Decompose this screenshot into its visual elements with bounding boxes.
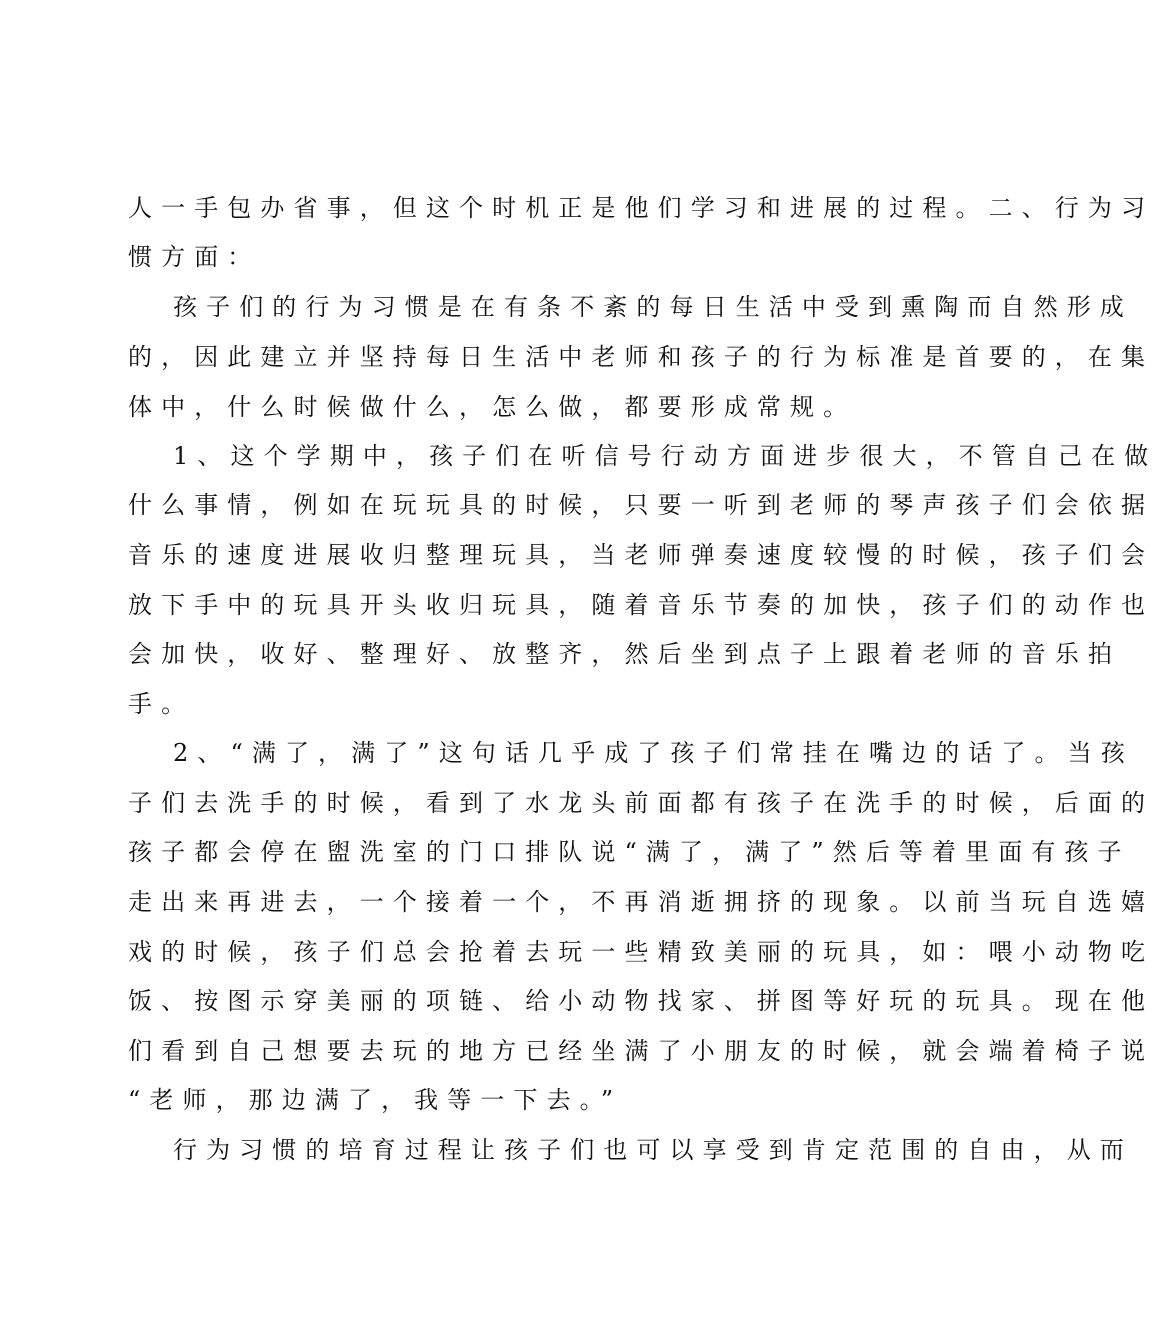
text-line: 行为习惯的培育过程让孩子们也可以享受到肯定范围的自由，从而 xyxy=(173,1136,1133,1164)
text-line: 2、“满了，满了”这句话几乎成了孩子们常挂在嘴边的话了。当孩 xyxy=(173,739,1134,767)
text-line: 孩子们的行为习惯是在有条不紊的每日生活中受到熏陶而自然形成 xyxy=(173,293,1133,321)
text-line: 手。 xyxy=(128,690,195,718)
text-line: 子们去洗手的时候，看到了水龙头前面都有孩子在洗手的时候，后面的 xyxy=(128,789,1155,817)
text-line: 会加快，收好、整理好、放整齐，然后坐到点子上跟着老师的音乐拍 xyxy=(128,640,1121,668)
text-line: 孩子都会停在盥洗室的门口排队说“满了，满了”然后等着里面有孩子 xyxy=(128,838,1131,866)
text-line: 戏的时候，孩子们总会抢着去玩一些精致美丽的玩具，如：喂小动物吃 xyxy=(128,938,1155,966)
text-line: 1、这个学期中，孩子们在听信号行动方面进步很大，不管自己在做 xyxy=(173,442,1157,470)
text-line: 们看到自己想要去玩的地方已经坐满了小朋友的时候，就会端着椅子说 xyxy=(128,1037,1155,1065)
text-line: 放下手中的玩具开头收归玩具，随着音乐节奏的加快，孩子们的动作也 xyxy=(128,591,1155,619)
text-line: 走出来再进去，一个接着一个，不再消逝拥挤的现象。以前当玩自选嬉 xyxy=(128,888,1155,916)
text-line: 惯方面： xyxy=(128,243,261,271)
text-line: “老师，那边满了，我等一下去。” xyxy=(128,1086,623,1114)
text-line: 的，因此建立并坚持每日生活中老师和孩子的行为标准是首要的，在集 xyxy=(128,343,1155,371)
text-line: 饭、按图示穿美丽的项链、给小动物找家、拼图等好玩的玩具。现在他 xyxy=(128,987,1155,1015)
text-line: 人一手包办省事，但这个时机正是他们学习和进展的过程。二、行为习 xyxy=(128,194,1155,222)
text-line: 什么事情，例如在玩玩具的时候，只要一听到老师的琴声孩子们会依据 xyxy=(128,491,1155,519)
text-line: 体中，什么时候做什么，怎么做，都要形成常规。 xyxy=(128,393,857,421)
text-line: 音乐的速度进展收归整理玩具，当老师弹奏速度较慢的时候，孩子们会 xyxy=(128,541,1155,569)
